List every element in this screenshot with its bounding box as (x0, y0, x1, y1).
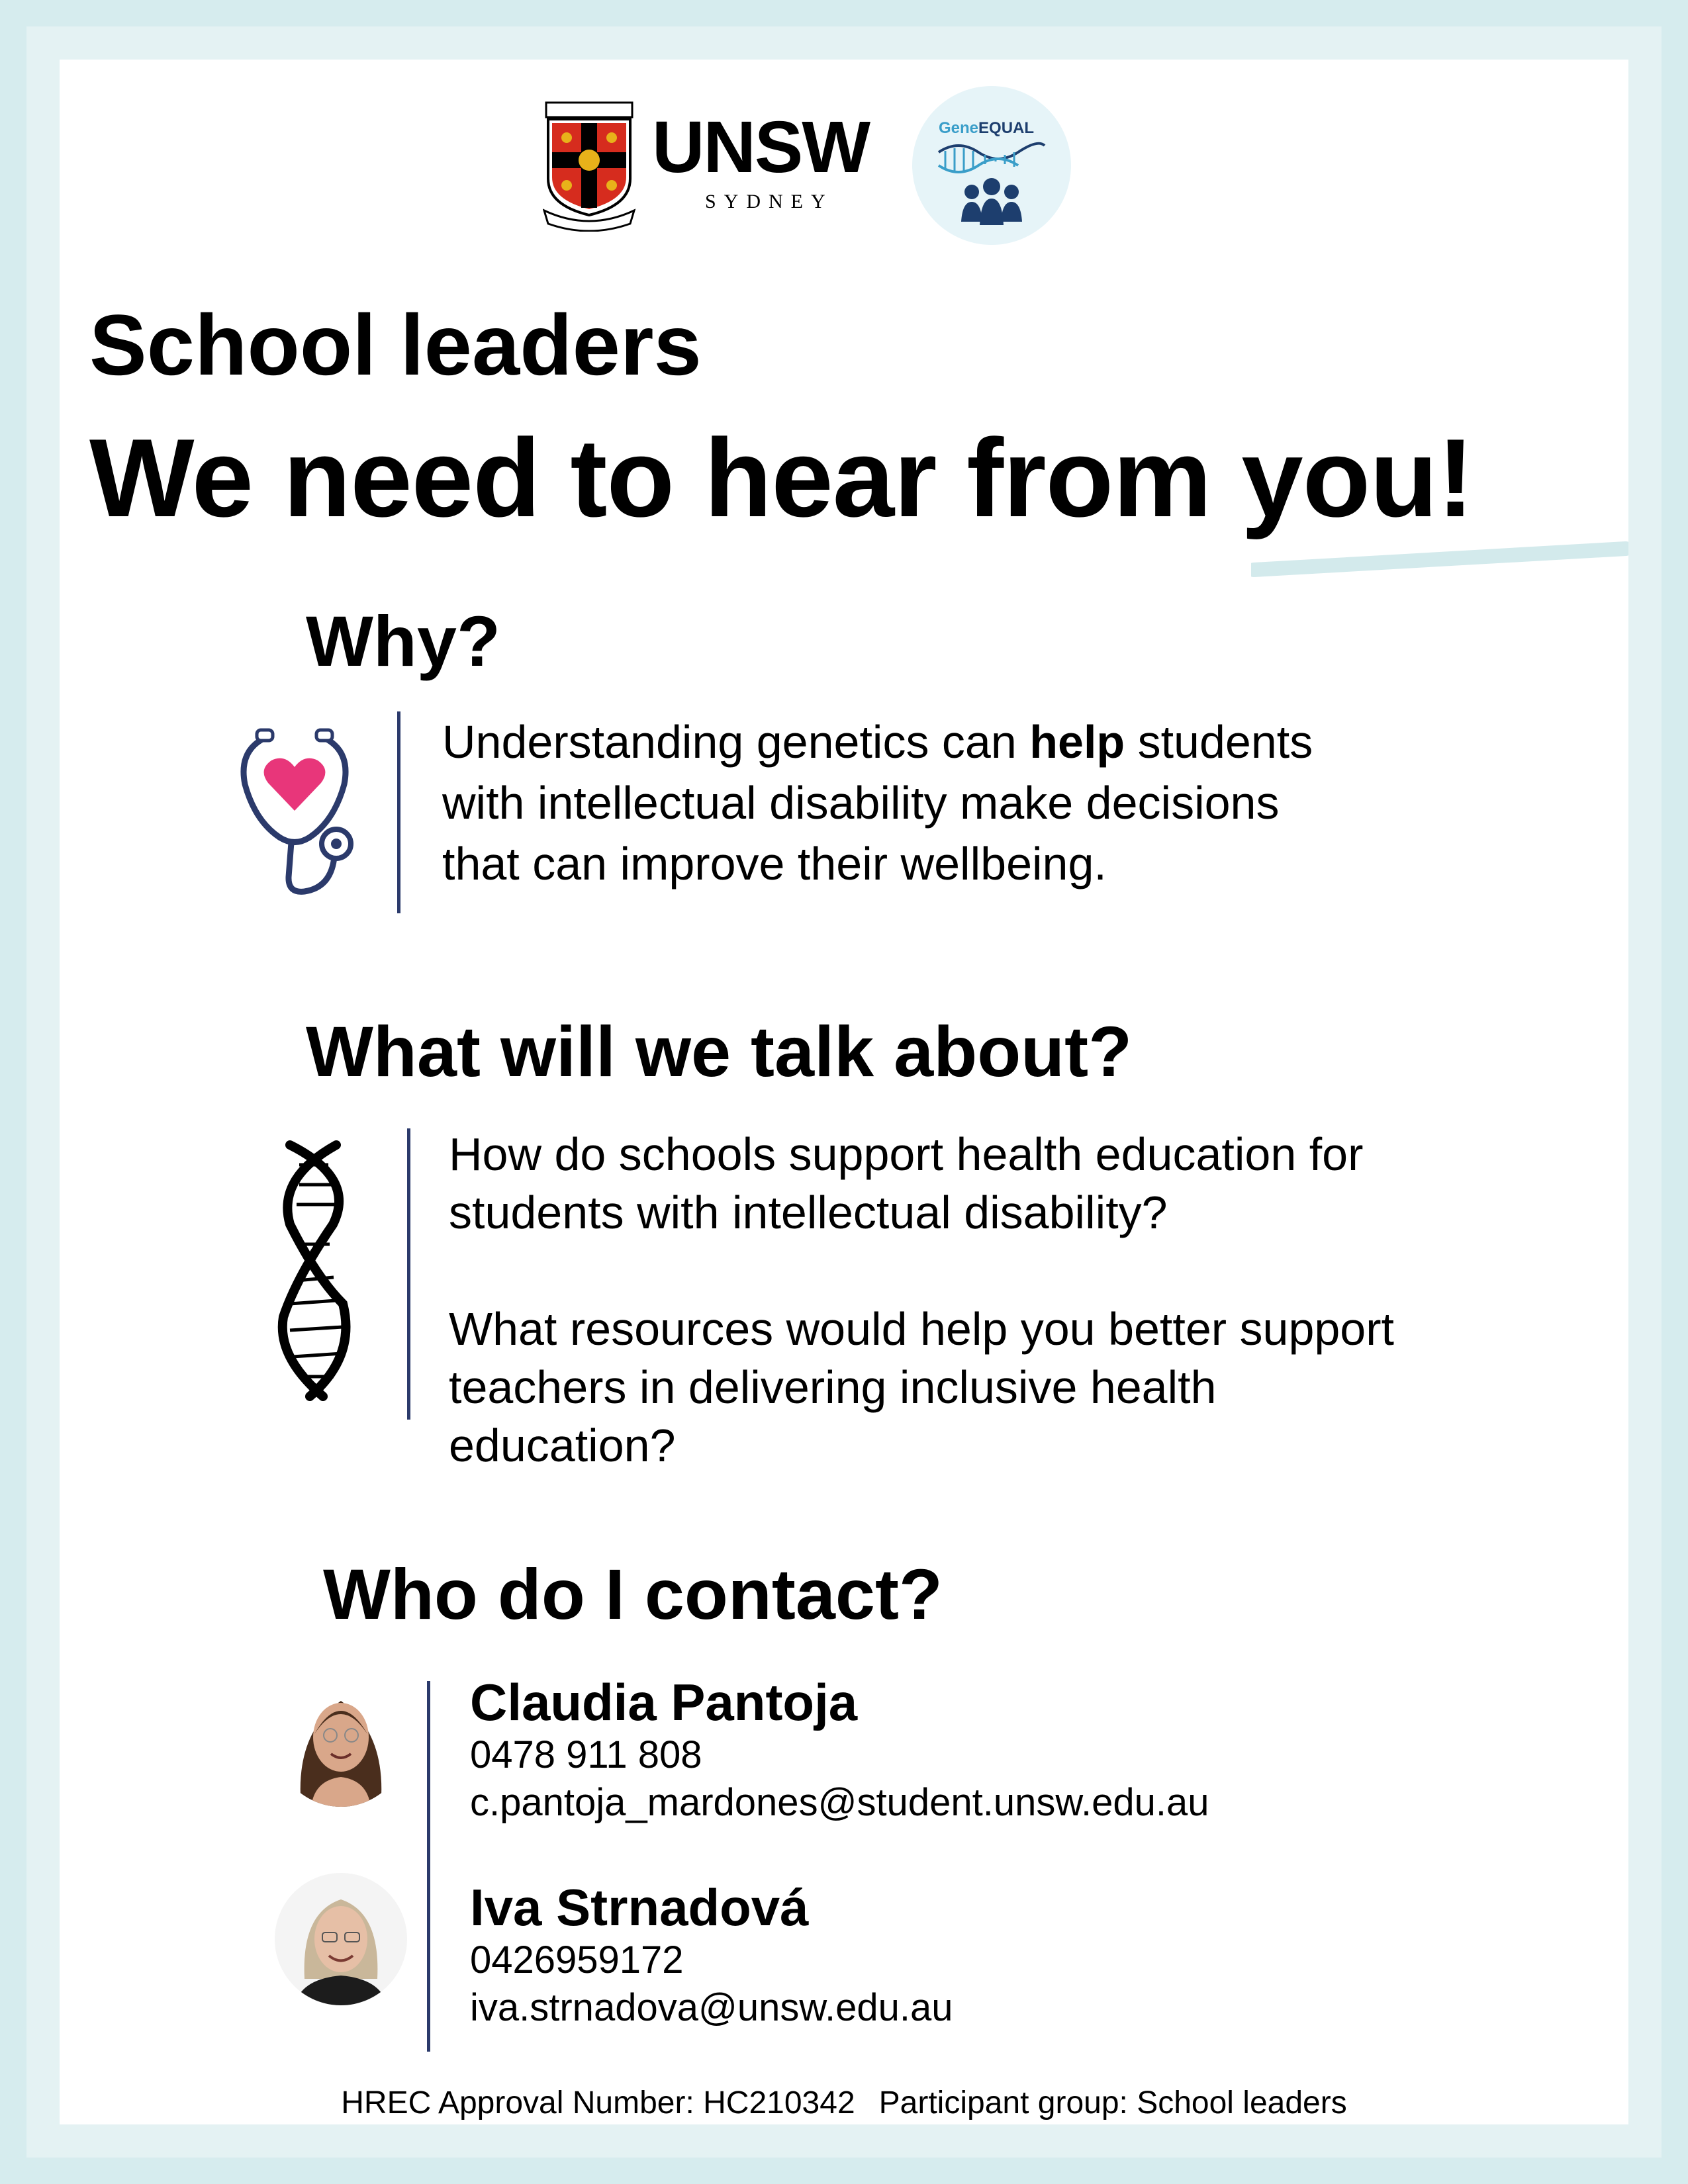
topics-heading: What will we talk about? (306, 1011, 1133, 1091)
gene-equal-title (939, 119, 1034, 138)
why-text-before: Understanding genetics can (442, 716, 1030, 768)
topics-divider (407, 1128, 410, 1420)
contact-phone[interactable]: 0478 911 808 (470, 1733, 702, 1776)
avatar-claudia (275, 1674, 407, 1807)
contact-divider (427, 1681, 430, 2052)
dna-icon (270, 1138, 363, 1403)
unsw-logo (543, 99, 920, 265)
participant-group: Participant group: School leaders (878, 2085, 1347, 2120)
poster-page (60, 60, 1628, 2124)
gene-equal-part1: Gene (939, 119, 979, 137)
topic-q1-line-2: students with intellectual disability? (449, 1187, 1168, 1238)
why-line-2: with intellectual disability make decisions (442, 777, 1280, 829)
why-line-1 (442, 711, 1568, 772)
topic-q2-line-3: education? (449, 1420, 676, 1471)
why-divider (397, 711, 400, 913)
why-line-3: that can improve their wellbeing. (442, 838, 1107, 889)
unsw-subtitle: SYDNEY (705, 191, 833, 212)
contact-email[interactable]: c.pantoja_mardones@student.unsw.edu.au (470, 1780, 1209, 1824)
contact-phone[interactable]: 0426959172 (470, 1938, 684, 1981)
gene-equal-logo (912, 86, 1071, 245)
contact-name: Claudia Pantoja (470, 1673, 858, 1731)
topics-spacer (449, 1242, 1587, 1300)
topic-q2-line-2: teachers in delivering inclusive health (449, 1361, 1217, 1413)
contact-card-2 (470, 1880, 953, 2032)
why-text-bold: help (1029, 716, 1125, 768)
gene-equal-dna-people-icon (932, 139, 1051, 232)
footer (60, 2085, 1628, 2121)
contact-heading: Who do I contact? (323, 1554, 943, 1634)
why-text-after: students (1125, 716, 1313, 768)
topic-q2-line-1: What resources would help you better support (449, 1303, 1394, 1355)
stethoscope-heart-icon (225, 711, 364, 903)
topics-text (449, 1125, 1587, 1475)
page-subtitle: School leaders (89, 296, 702, 393)
why-text (442, 711, 1568, 894)
contact-card-1 (470, 1674, 1209, 1827)
avatar-iva (275, 1873, 407, 2005)
unsw-wordmark: UNSW (652, 107, 870, 188)
why-heading: Why? (306, 601, 500, 681)
contact-name: Iva Strnadová (470, 1878, 809, 1936)
page-title: We need to hear from you! (89, 416, 1474, 540)
hrec-approval: HREC Approval Number: HC210342 (341, 2085, 855, 2120)
contact-email[interactable]: iva.strnadova@unsw.edu.au (470, 1985, 953, 2029)
title-underline-decoration (1251, 539, 1628, 579)
unsw-crest-icon (543, 99, 635, 232)
gene-equal-part2: EQUAL (978, 119, 1035, 137)
topic-q1-line-1: How do schools support health education for (449, 1128, 1364, 1180)
